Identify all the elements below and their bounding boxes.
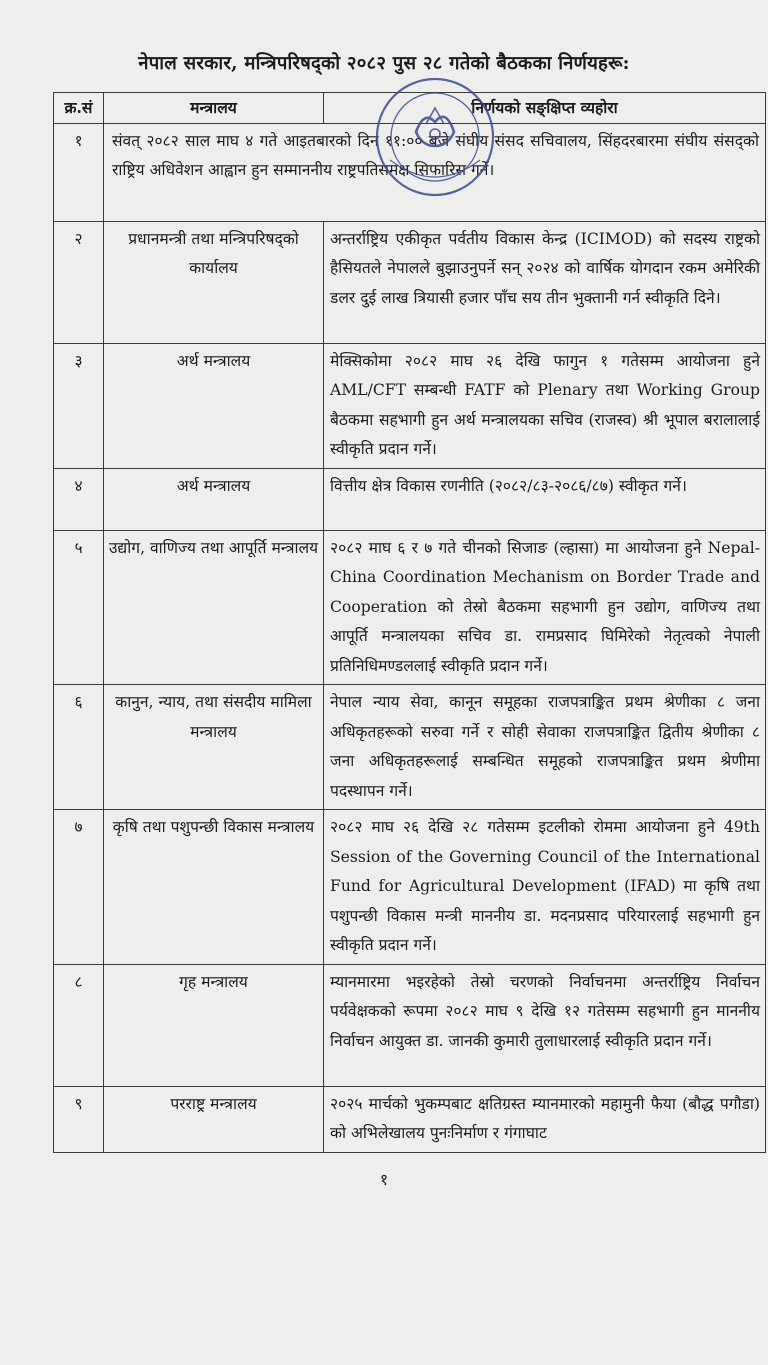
row-decision: अन्तर्राष्ट्रिय एकीकृत पर्वतीय विकास केन्द्र (ICIMOD) को सदस्य राष्ट्रको हैसियतले नेपालले बुझाउनुपर्ने सन् २०२४ को वार्षिक योगदान रकम अमेरिकी डलर दुई लाख त्रियासी हजार पाँच सय तीन भुक्तानी गर्न स्वीकृति दिने। [324, 221, 766, 343]
row-ministry: प्रधानमन्त्री तथा मन्त्रिपरिषद्को कार्यालय [104, 221, 324, 343]
table-row [54, 810, 766, 965]
table-row [54, 1086, 766, 1152]
row-decision: मेक्सिकोमा २०८२ माघ २६ देखि फागुन १ गतेसम्म आयोजना हुने AML/CFT सम्बन्धी FATF को Plenary तथा Working Group बैठकमा सहभागी हुन अर्थ मन्त्रालयका सचिव (राजस्व) श्री भूपाल बरालालाई स्वीकृति प्रदान गर्ने। [324, 343, 766, 468]
row-number: १ [54, 123, 104, 221]
row-decision: संवत् २०८२ साल माघ ४ गते आइतबारको दिन ११:०० बजे संघीय संसद सचिवालय, सिंहदरबारमा संघीय संसद्को राष्ट्रिय अधिवेशन आह्वान हुन सम्माननीय राष्ट्रपतिसमक्ष सिफारिस गर्ने। [104, 123, 766, 221]
row-decision: २०८२ माघ २६ देखि २८ गतेसम्म इटलीको रोममा आयोजना हुने 49th Session of the Governing Council of the International Fund for Agricultural Development (IFAD) मा कृषि तथा पशुपन्छी विकास मन्त्री माननीय डा. मदनप्रसाद परियारलाई सहभागी हुन स्वीकृति प्रदान गर्ने। [324, 810, 766, 965]
table-row [54, 964, 766, 1086]
row-ministry: कानुन, न्याय, तथा संसदीय मामिला मन्त्रालय [104, 685, 324, 810]
row-decision: २०२५ मार्चको भुकम्पबाट क्षतिग्रस्त म्यानमारको महामुनी फैया (बौद्ध पगौडा) को अभिलेखालय पुनःनिर्माण र गंगाघाट [324, 1086, 766, 1152]
row-ministry: गृह मन्त्रालय [104, 964, 324, 1086]
table-row [54, 530, 766, 685]
row-number: ७ [54, 810, 104, 965]
row-decision: म्यानमारमा भइरहेको तेस्रो चरणको निर्वाचनमा अन्तर्राष्ट्रिय निर्वाचन पर्यवेक्षकको रूपमा २०८२ माघ ९ देखि १२ गतेसम्म सहभागी हुन माननीय निर्वाचन आयुक्त डा. जानकी कुमारी तुलाधारलाई स्वीकृति प्रदान गर्ने। [324, 964, 766, 1086]
row-number: ६ [54, 685, 104, 810]
table-row [54, 685, 766, 810]
table-row [54, 221, 766, 343]
row-ministry: अर्थ मन्त्रालय [104, 343, 324, 468]
row-decision: वित्तीय क्षेत्र विकास रणनीति (२०८२/८३-२०८६/८७) स्वीकृत गर्ने। [324, 468, 766, 530]
row-ministry: अर्थ मन्त्रालय [104, 468, 324, 530]
header-decision: निर्णयको सङ्क्षिप्त व्यहोरा [324, 93, 766, 124]
row-ministry: परराष्ट्र मन्त्रालय [104, 1086, 324, 1152]
table-row [54, 468, 766, 530]
row-decision: नेपाल न्याय सेवा, कानून समूहका राजपत्राङ्कित प्रथम श्रेणीका ८ जना अधिकृतहरूको सरुवा गर्ने र सोही सेवाका राजपत्राङ्कित द्वितीय श्रेणीका ८ जना अधिकृतहरूलाई सम्बन्धित समूहको राजपत्राङ्कित प्रथम श्रेणीमा पदस्थापन गर्ने। [324, 685, 766, 810]
table-header-row [54, 93, 766, 124]
row-number: ४ [54, 468, 104, 530]
row-number: ८ [54, 964, 104, 1086]
page-number: १ [379, 1170, 389, 1189]
row-ministry: कृषि तथा पशुपन्छी विकास मन्त्रालय [104, 810, 324, 965]
row-number: ५ [54, 530, 104, 685]
header-number: क्र.सं [54, 93, 104, 124]
row-ministry: उद्योग, वाणिज्य तथा आपूर्ति मन्त्रालय [104, 530, 324, 685]
row-decision: २०८२ माघ ६ र ७ गते चीनको सिजाङ (ल्हासा) मा आयोजना हुने Nepal-China Coordination Mechanism on Border Trade and Cooperation को तेस्रो बैठकमा सहभागी हुन उद्योग, वाणिज्य तथा आपूर्ति मन्त्रालयका सचिव डा. रामप्रसाद घिमिरेको नेतृत्वको नेपाली प्रतिनिधिमण्डललाई स्वीकृति प्रदान गर्ने। [324, 530, 766, 685]
row-number: २ [54, 221, 104, 343]
table-row [54, 343, 766, 468]
table-row [54, 123, 766, 221]
row-number: ३ [54, 343, 104, 468]
row-number: ९ [54, 1086, 104, 1152]
page-title: नेपाल सरकार, मन्त्रिपरिषद्को २०८२ पुस २८ गतेको बैठकका निर्णयहरू: [138, 53, 630, 74]
decisions-table [53, 92, 766, 1153]
header-ministry: मन्त्रालय [104, 93, 324, 124]
